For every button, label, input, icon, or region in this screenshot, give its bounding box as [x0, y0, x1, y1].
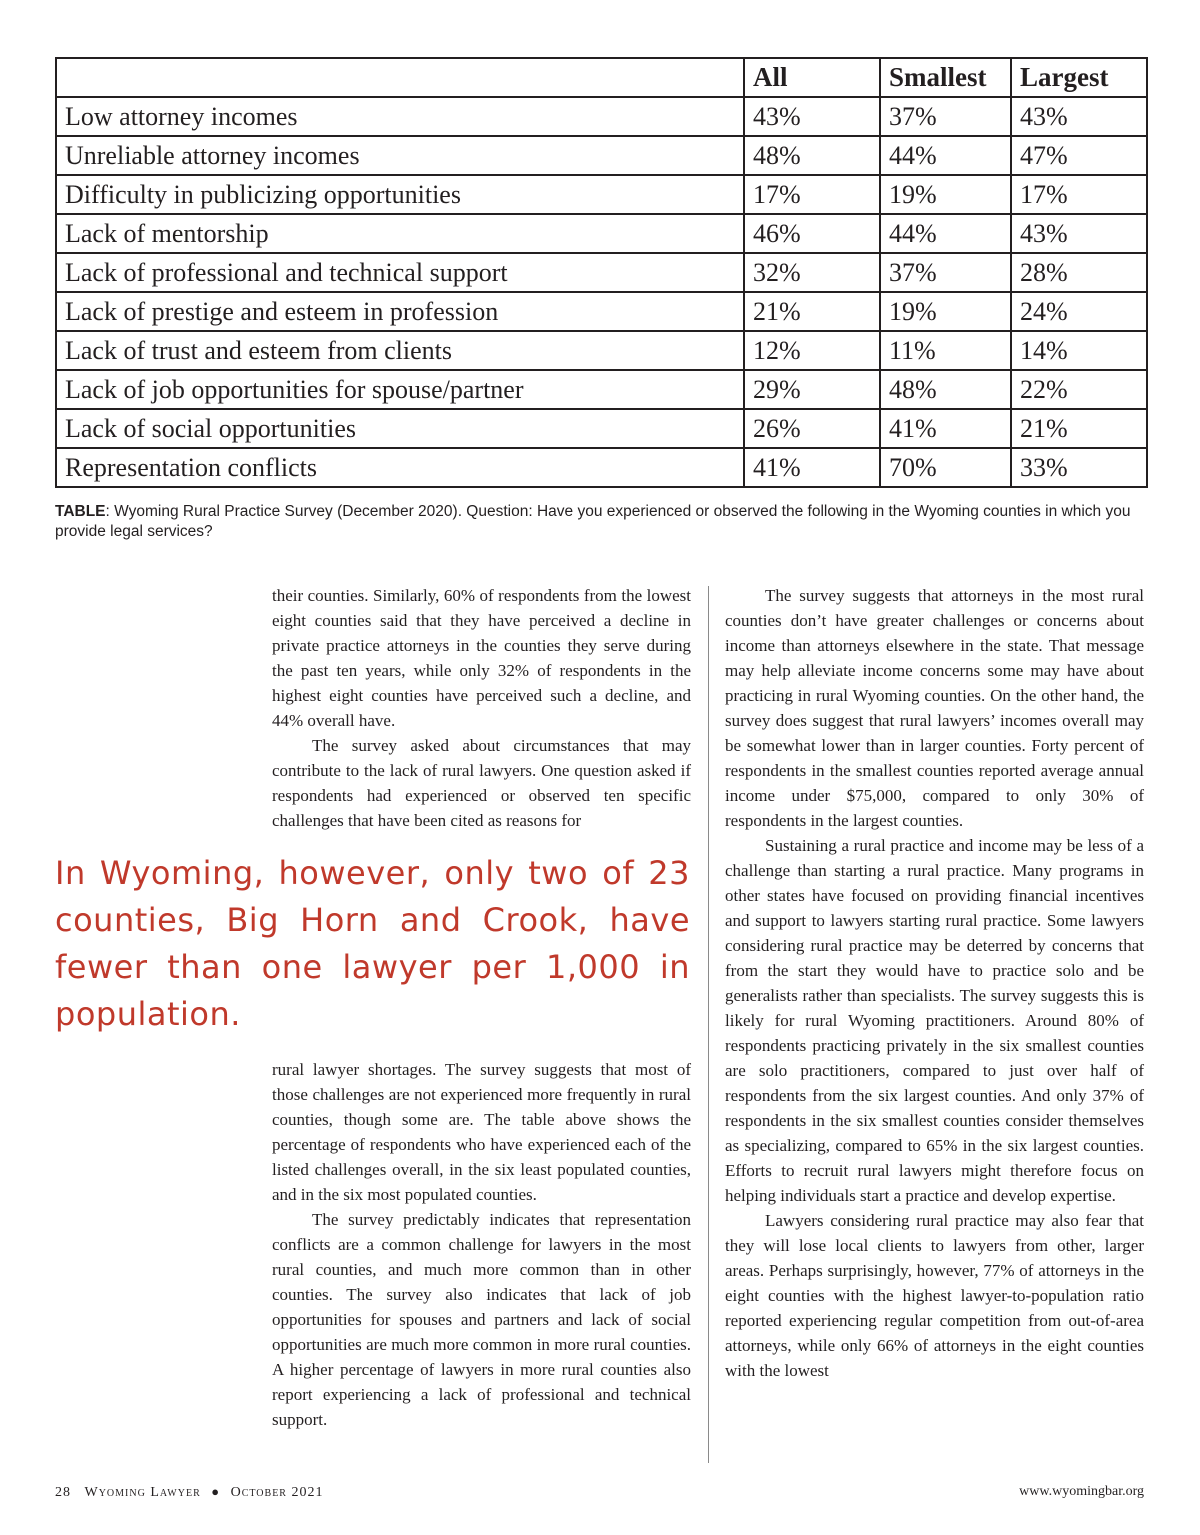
- table-row: [56, 214, 1147, 253]
- pull-quote: In Wyoming, however, only two of 23 counties, Big Horn and Crook, have fewer than one lawyer per 1,000 in population.: [55, 854, 690, 1033]
- table-cell-value: 43%: [1011, 97, 1147, 136]
- table-cell-value: 47%: [1011, 136, 1147, 175]
- table-cell-value: 48%: [744, 136, 880, 175]
- table-cell-value: 43%: [1011, 214, 1147, 253]
- right-column: [725, 583, 1144, 1383]
- footer-folio: [55, 1484, 323, 1501]
- table-cell-value: 48%: [880, 370, 1011, 409]
- table-row: [56, 253, 1147, 292]
- table-cell-label: Low attorney incomes: [56, 97, 744, 136]
- table-cell-value: 19%: [880, 175, 1011, 214]
- table-cell-value: 70%: [880, 448, 1011, 487]
- caption-text: : Wyoming Rural Practice Survey (December 2020). Question: Have you experienced or observed the following in the Wyoming counties in which you provide legal services?: [55, 503, 1131, 540]
- table-row: [56, 370, 1147, 409]
- table-cell-value: 43%: [744, 97, 880, 136]
- caption-label: TABLE: [55, 503, 106, 520]
- table-header-cell: Largest: [1011, 58, 1147, 97]
- table-cell-value: 21%: [1011, 409, 1147, 448]
- table-row: [56, 292, 1147, 331]
- table-row: [56, 97, 1147, 136]
- table-cell-value: 28%: [1011, 253, 1147, 292]
- bullet-icon: ●: [211, 1484, 221, 1499]
- body-paragraph: Lawyers considering rural practice may also fear that they will lose local clients to lawyers from other, larger areas. Perhaps surprisingly, however, 77% of attorneys in the eight counties with the highest lawyer-to-population ratio reported experiencing regular competition from out-of-area attorneys, while only 66% of attorneys in the eight counties with the lowest: [725, 1211, 1144, 1380]
- table-cell-value: 14%: [1011, 331, 1147, 370]
- table-row: [56, 448, 1147, 487]
- table-cell-label: Lack of trust and esteem from clients: [56, 331, 744, 370]
- body-paragraph: their counties. Similarly, 60% of respondents from the lowest eight counties said that they have perceived a decline in private practice attorneys in the counties they serve during the past ten years, while only 32% of respondents in the highest eight counties have perceived such a decline, and 44% overall have.: [272, 586, 691, 730]
- table-cell-value: 37%: [880, 253, 1011, 292]
- body-paragraph: rural lawyer shortages. The survey suggests that most of those challenges are not experienced more frequently in rural counties, though some are. The table above shows the percentage of respondents who have experienced each of the listed challenges overall, in the six least populated counties, and in the six most populated counties.: [272, 1060, 691, 1204]
- table-row: [56, 175, 1147, 214]
- table-cell-value: 29%: [744, 370, 880, 409]
- table-cell-label: Lack of professional and technical support: [56, 253, 744, 292]
- table-row: [56, 136, 1147, 175]
- table-cell-value: 32%: [744, 253, 880, 292]
- left-column-top: [272, 583, 691, 833]
- table-cell-value: 33%: [1011, 448, 1147, 487]
- survey-table: [55, 57, 1148, 488]
- table-caption: [55, 502, 1155, 542]
- publication-name: Wyoming Lawyer: [84, 1485, 201, 1500]
- table-cell-label: Lack of mentorship: [56, 214, 744, 253]
- table-cell-label: Lack of prestige and esteem in profession: [56, 292, 744, 331]
- left-column-bottom: [272, 1057, 691, 1432]
- table-cell-value: 24%: [1011, 292, 1147, 331]
- body-paragraph: The survey suggests that attorneys in the most rural counties don’t have greater challenges or concerns about income than attorneys elsewhere in the state. That message may help alleviate income concerns some may have about practicing in rural Wyoming counties. On the other hand, the survey does suggest that rural lawyers’ incomes overall may be somewhat lower than in larger counties. Forty percent of respondents in the smallest counties reported average annual income under $75,000, compared to only 30% of respondents in the largest counties.: [725, 586, 1144, 830]
- table-header-cell: All: [744, 58, 880, 97]
- table-cell-value: 12%: [744, 331, 880, 370]
- issue-date: October 2021: [230, 1485, 324, 1500]
- table-cell-value: 21%: [744, 292, 880, 331]
- table-cell-value: 17%: [1011, 175, 1147, 214]
- body-paragraph: The survey predictably indicates that representation conflicts are a common challenge for lawyers in the most rural counties, and much more common than in other counties. The survey also indicates that lack of job opportunities for spouses and partners and lack of social opportunities are much more common in more rural counties. A higher percentage of lawyers in more rural counties also report experiencing a lack of professional and technical support.: [272, 1210, 691, 1429]
- table-cell-label: Representation conflicts: [56, 448, 744, 487]
- table-cell-value: 41%: [744, 448, 880, 487]
- table-cell-label: Unreliable attorney incomes: [56, 136, 744, 175]
- table-cell-value: 41%: [880, 409, 1011, 448]
- body-paragraph: Sustaining a rural practice and income may be less of a challenge than starting a rural practice. Many programs in other states have focused on providing financial incentives and support to lawyers starting rural practice. Some lawyers considering rural practice may be deterred by concerns that from the start they would have to practice solo and be generalists rather than specialists. The survey suggests this is likely for rural Wyoming practitioners. Around 80% of respondents practicing privately in the six smallest counties are solo practitioners, compared to just over half of respondents from the six largest counties. And only 37% of respondents in the six smallest counties consider themselves as specializing, compared to 65% in the six largest counties. Efforts to recruit rural lawyers might therefore focus on helping individuals start a practice and develop expertise.: [725, 836, 1144, 1205]
- table-cell-value: 26%: [744, 409, 880, 448]
- table-header-cell: [56, 58, 744, 97]
- table-cell-value: 11%: [880, 331, 1011, 370]
- table-row: [56, 409, 1147, 448]
- table-row: [56, 331, 1147, 370]
- table-cell-value: 44%: [880, 214, 1011, 253]
- table-cell-value: 17%: [744, 175, 880, 214]
- table-cell-value: 22%: [1011, 370, 1147, 409]
- table-header-cell: Smallest: [880, 58, 1011, 97]
- table-cell-value: 19%: [880, 292, 1011, 331]
- table-cell-value: 46%: [744, 214, 880, 253]
- column-divider: [708, 586, 709, 1463]
- table-cell-label: Lack of job opportunities for spouse/partner: [56, 370, 744, 409]
- table-cell-label: Difficulty in publicizing opportunities: [56, 175, 744, 214]
- body-paragraph: The survey asked about circumstances that may contribute to the lack of rural lawyers. One question asked if respondents had experienced or observed ten specific challenges that have been cited as reasons for: [272, 736, 691, 830]
- table-cell-value: 37%: [880, 97, 1011, 136]
- table-header-row: [56, 58, 1147, 97]
- table-cell-label: Lack of social opportunities: [56, 409, 744, 448]
- table-cell-value: 44%: [880, 136, 1011, 175]
- footer-website[interactable]: www.wyomingbar.org: [1019, 1484, 1144, 1499]
- page-number: 28: [55, 1485, 71, 1500]
